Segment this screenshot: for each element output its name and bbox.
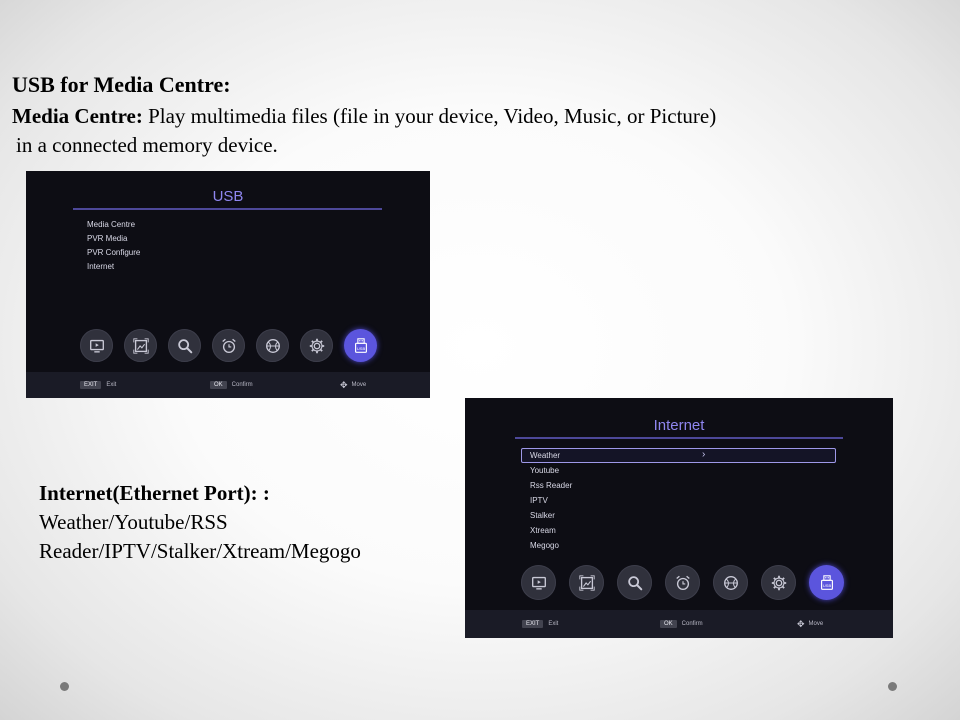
ok-key: OK bbox=[660, 620, 677, 628]
exit-label: Exit bbox=[548, 621, 559, 627]
confirm-label: Confirm bbox=[231, 382, 253, 388]
search-icon[interactable] bbox=[168, 329, 201, 362]
internet-footer-bar bbox=[465, 610, 893, 638]
move-label: Move bbox=[808, 621, 824, 627]
description-line-1: Play multimedia files (file in your device, Video, Music, or Picture) bbox=[142, 104, 717, 128]
confirm-hint bbox=[210, 381, 253, 389]
internet-line-1: Weather/Youtube/RSS bbox=[39, 510, 228, 534]
exit-key: EXIT bbox=[522, 620, 543, 628]
move-hint bbox=[340, 380, 366, 391]
exit-key: EXIT bbox=[80, 381, 101, 389]
chevron-right-icon: › bbox=[702, 449, 706, 460]
usb-footer-bar bbox=[26, 372, 430, 398]
game-ball-icon[interactable] bbox=[713, 565, 748, 600]
confirm-hint bbox=[660, 620, 703, 628]
ok-key: OK bbox=[210, 381, 227, 389]
usb-icon[interactable] bbox=[344, 329, 377, 362]
main-icon-bar bbox=[80, 329, 377, 362]
slide-corner-dot-left bbox=[60, 682, 69, 691]
screen-title: Internet bbox=[653, 417, 705, 434]
confirm-label: Confirm bbox=[681, 621, 703, 627]
game-ball-icon[interactable] bbox=[256, 329, 289, 362]
move-arrows-icon: ✥ bbox=[340, 379, 348, 390]
internet-menu-screenshot bbox=[465, 398, 893, 638]
move-label: Move bbox=[351, 382, 367, 388]
usb-icon[interactable] bbox=[809, 565, 844, 600]
usb-menu-list bbox=[87, 220, 140, 276]
settings-gear-icon[interactable] bbox=[300, 329, 333, 362]
title-underline bbox=[73, 208, 382, 210]
menu-item-pvr-configure[interactable]: PVR Configure bbox=[87, 248, 141, 257]
usb-menu-screenshot bbox=[26, 171, 430, 398]
alarm-clock-icon[interactable] bbox=[665, 565, 700, 600]
exit-label: Exit bbox=[106, 382, 117, 388]
exit-hint bbox=[80, 381, 116, 389]
alarm-clock-icon[interactable] bbox=[212, 329, 245, 362]
move-arrows-icon: ✥ bbox=[797, 618, 805, 629]
screen-title: USB bbox=[212, 188, 244, 205]
search-icon[interactable] bbox=[617, 565, 652, 600]
tv-icon[interactable] bbox=[521, 565, 556, 600]
slide-title: USB for Media Centre: bbox=[12, 72, 231, 97]
menu-item-youtube[interactable]: Youtube bbox=[530, 466, 560, 475]
exit-hint bbox=[522, 620, 558, 628]
picture-icon[interactable] bbox=[569, 565, 604, 600]
slide-description bbox=[12, 102, 912, 160]
menu-item-xtream[interactable]: Xtream bbox=[530, 526, 556, 535]
picture-icon[interactable] bbox=[124, 329, 157, 362]
internet-menu-list bbox=[530, 451, 572, 556]
description-line-2: in a connected memory device. bbox=[16, 133, 278, 157]
menu-item-megogo[interactable]: Megogo bbox=[530, 541, 559, 550]
description-bold-label: Media Centre: bbox=[12, 104, 143, 128]
main-icon-bar bbox=[521, 565, 844, 600]
menu-item-internet[interactable]: Internet bbox=[87, 262, 115, 271]
slide-corner-dot-right bbox=[888, 682, 897, 691]
internet-description bbox=[39, 479, 459, 566]
usb-icon-label: USB bbox=[822, 582, 831, 588]
title-underline bbox=[515, 437, 843, 439]
settings-gear-icon[interactable] bbox=[761, 565, 796, 600]
menu-item-pvr-media[interactable]: PVR Media bbox=[87, 234, 128, 243]
menu-item-media-centre[interactable]: Media Centre bbox=[87, 220, 136, 229]
internet-line-2: Reader/IPTV/Stalker/Xtream/Megogo bbox=[39, 539, 361, 563]
menu-item-iptv[interactable]: IPTV bbox=[530, 496, 548, 505]
menu-item-weather[interactable]: Weather bbox=[530, 451, 561, 460]
menu-item-stalker[interactable]: Stalker bbox=[530, 511, 555, 520]
tv-icon[interactable] bbox=[80, 329, 113, 362]
move-hint bbox=[797, 619, 823, 630]
menu-item-rss-reader[interactable]: Rss Reader bbox=[530, 481, 573, 490]
usb-icon-label: USB bbox=[356, 345, 365, 351]
internet-heading: Internet(Ethernet Port): : bbox=[39, 481, 270, 505]
